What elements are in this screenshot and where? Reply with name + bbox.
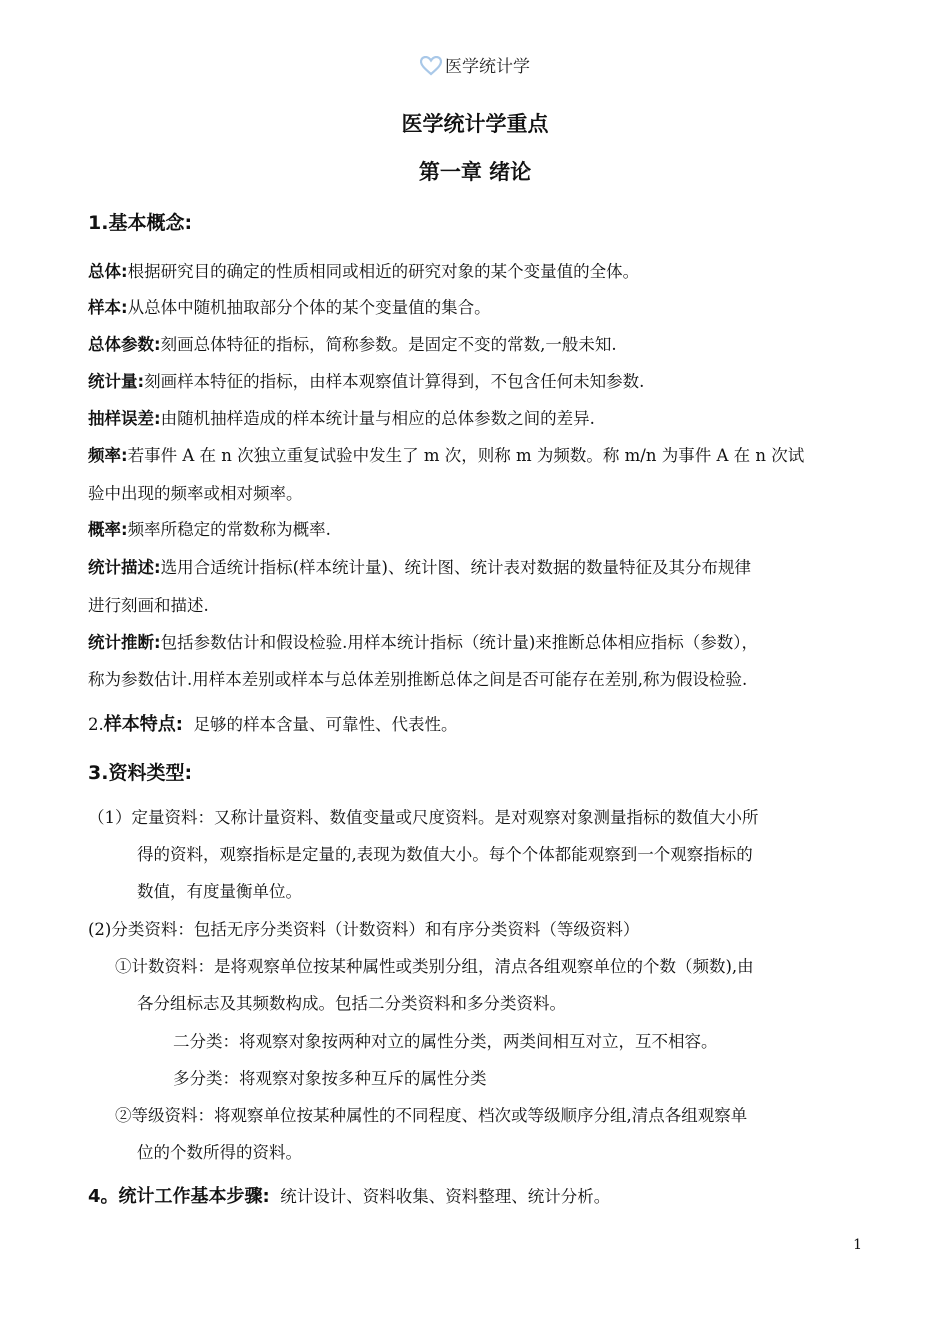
definition-term: 频率: (88, 446, 128, 465)
definition-line (88, 294, 491, 318)
content-line: ②等级资料：将观察单位按某种属性的不同程度、档次或等级顺序分组,清点各组观察单 (115, 1106, 748, 1125)
definition-text: 频率所稳定的常数称为概率. (127, 520, 331, 539)
header-text: 医学统计学 (445, 57, 530, 77)
content-line: 得的资料，观察指标是定量的,表现为数值大小。每个个体都能观察到一个观察指标的 (137, 845, 753, 864)
definition-term: 抽样误差: (88, 409, 161, 428)
section-1-heading: 1.基本概念: (88, 212, 193, 234)
content-line: （1）定量资料：又称计量资料、数值变量或尺度资料。是对观察对象测量指标的数值大小所 (88, 808, 759, 827)
definition-text: 刻画样本特征的指标，由样本观察值计算得到，不包含任何未知参数. (144, 372, 645, 391)
definition-text: 刻画总体特征的指标，简称参数。是固定不变的常数,一般未知. (160, 335, 617, 354)
definition-continuation: 进行刻画和描述. (88, 596, 209, 615)
definition-continuation: 称为参数估计.用样本差别或样本与总体差别推断总体之间是否可能存在差别,称为假设检验. (88, 670, 748, 689)
definition-term: 概率: (88, 520, 128, 539)
definition-term: 统计量: (88, 372, 145, 391)
section-2-heading: 样本特点: (103, 714, 183, 735)
content-line: 多分类：将观察对象按多种互斥的属性分类 (173, 1069, 487, 1088)
document-title: 医学统计学重点 (401, 112, 549, 136)
definition-line (88, 442, 804, 466)
definition-line (88, 331, 617, 355)
content-line: (2)分类资料：包括无序分类资料（计数资料）和有序分类资料（等级资料） (88, 920, 640, 939)
definition-line (88, 405, 595, 429)
section-4-heading: 4。统计工作基本步骤: (88, 1186, 270, 1207)
page-number: 1 (853, 1237, 862, 1253)
definition-term: 统计描述: (88, 558, 161, 577)
content-line: 各分组标志及其频数构成。包括二分类资料和多分类资料。 (137, 994, 566, 1013)
content-line: 数值，有度量衡单位。 (137, 882, 302, 901)
section-4-text: 统计设计、资料收集、资料整理、统计分析。 (280, 1187, 611, 1206)
section-2-text: 足够的样本含量、可靠性、代表性。 (193, 715, 458, 734)
section-2-number: 2. (88, 715, 104, 734)
definition-text: 包括参数估计和假设检验.用样本统计指标（统计量)来推断总体相应指标（参数）， (160, 633, 759, 652)
definition-term: 统计推断: (88, 633, 161, 652)
definition-term: 总体参数: (88, 335, 161, 354)
definition-line (88, 554, 751, 578)
definition-line (88, 629, 758, 653)
content-line: 二分类：将观察对象按两种对立的属性分类，两类间相互对立，互不相容。 (173, 1032, 718, 1051)
chapter-title: 第一章 绪论 (418, 160, 532, 184)
definition-text: 若事件 A 在 n 次独立重复试验中发生了 m 次，则称 m 为频数。称 m/n 为事件 A 在 n 次试 (127, 446, 805, 465)
section-4 (88, 1182, 610, 1208)
page-header (0, 52, 950, 81)
definition-line (88, 368, 644, 392)
definition-text: 根据研究目的确定的性质相同或相近的研究对象的某个变量值的全体。 (127, 262, 640, 281)
heart-icon (420, 56, 442, 81)
content-line: ①计数资料：是将观察单位按某种属性或类别分组，清点各组观察单位的个数（频数),由 (115, 957, 754, 976)
definition-text: 选用合适统计指标(样本统计量)、统计图、统计表对数据的数量特征及其分布规律 (160, 558, 751, 577)
definition-continuation: 验中出现的频率或相对频率。 (88, 484, 303, 503)
definition-text: 从总体中随机抽取部分个体的某个变量值的集合。 (127, 298, 491, 317)
content-line: 位的个数所得的资料。 (137, 1143, 302, 1162)
definition-line (88, 516, 331, 540)
section-3-heading: 3.资料类型: (88, 762, 193, 784)
section-2 (88, 710, 457, 736)
definition-term: 总体: (88, 262, 128, 281)
definition-text: 由随机抽样造成的样本统计量与相应的总体参数之间的差异. (160, 409, 595, 428)
definition-term: 样本: (88, 298, 128, 317)
definition-line (88, 258, 639, 282)
